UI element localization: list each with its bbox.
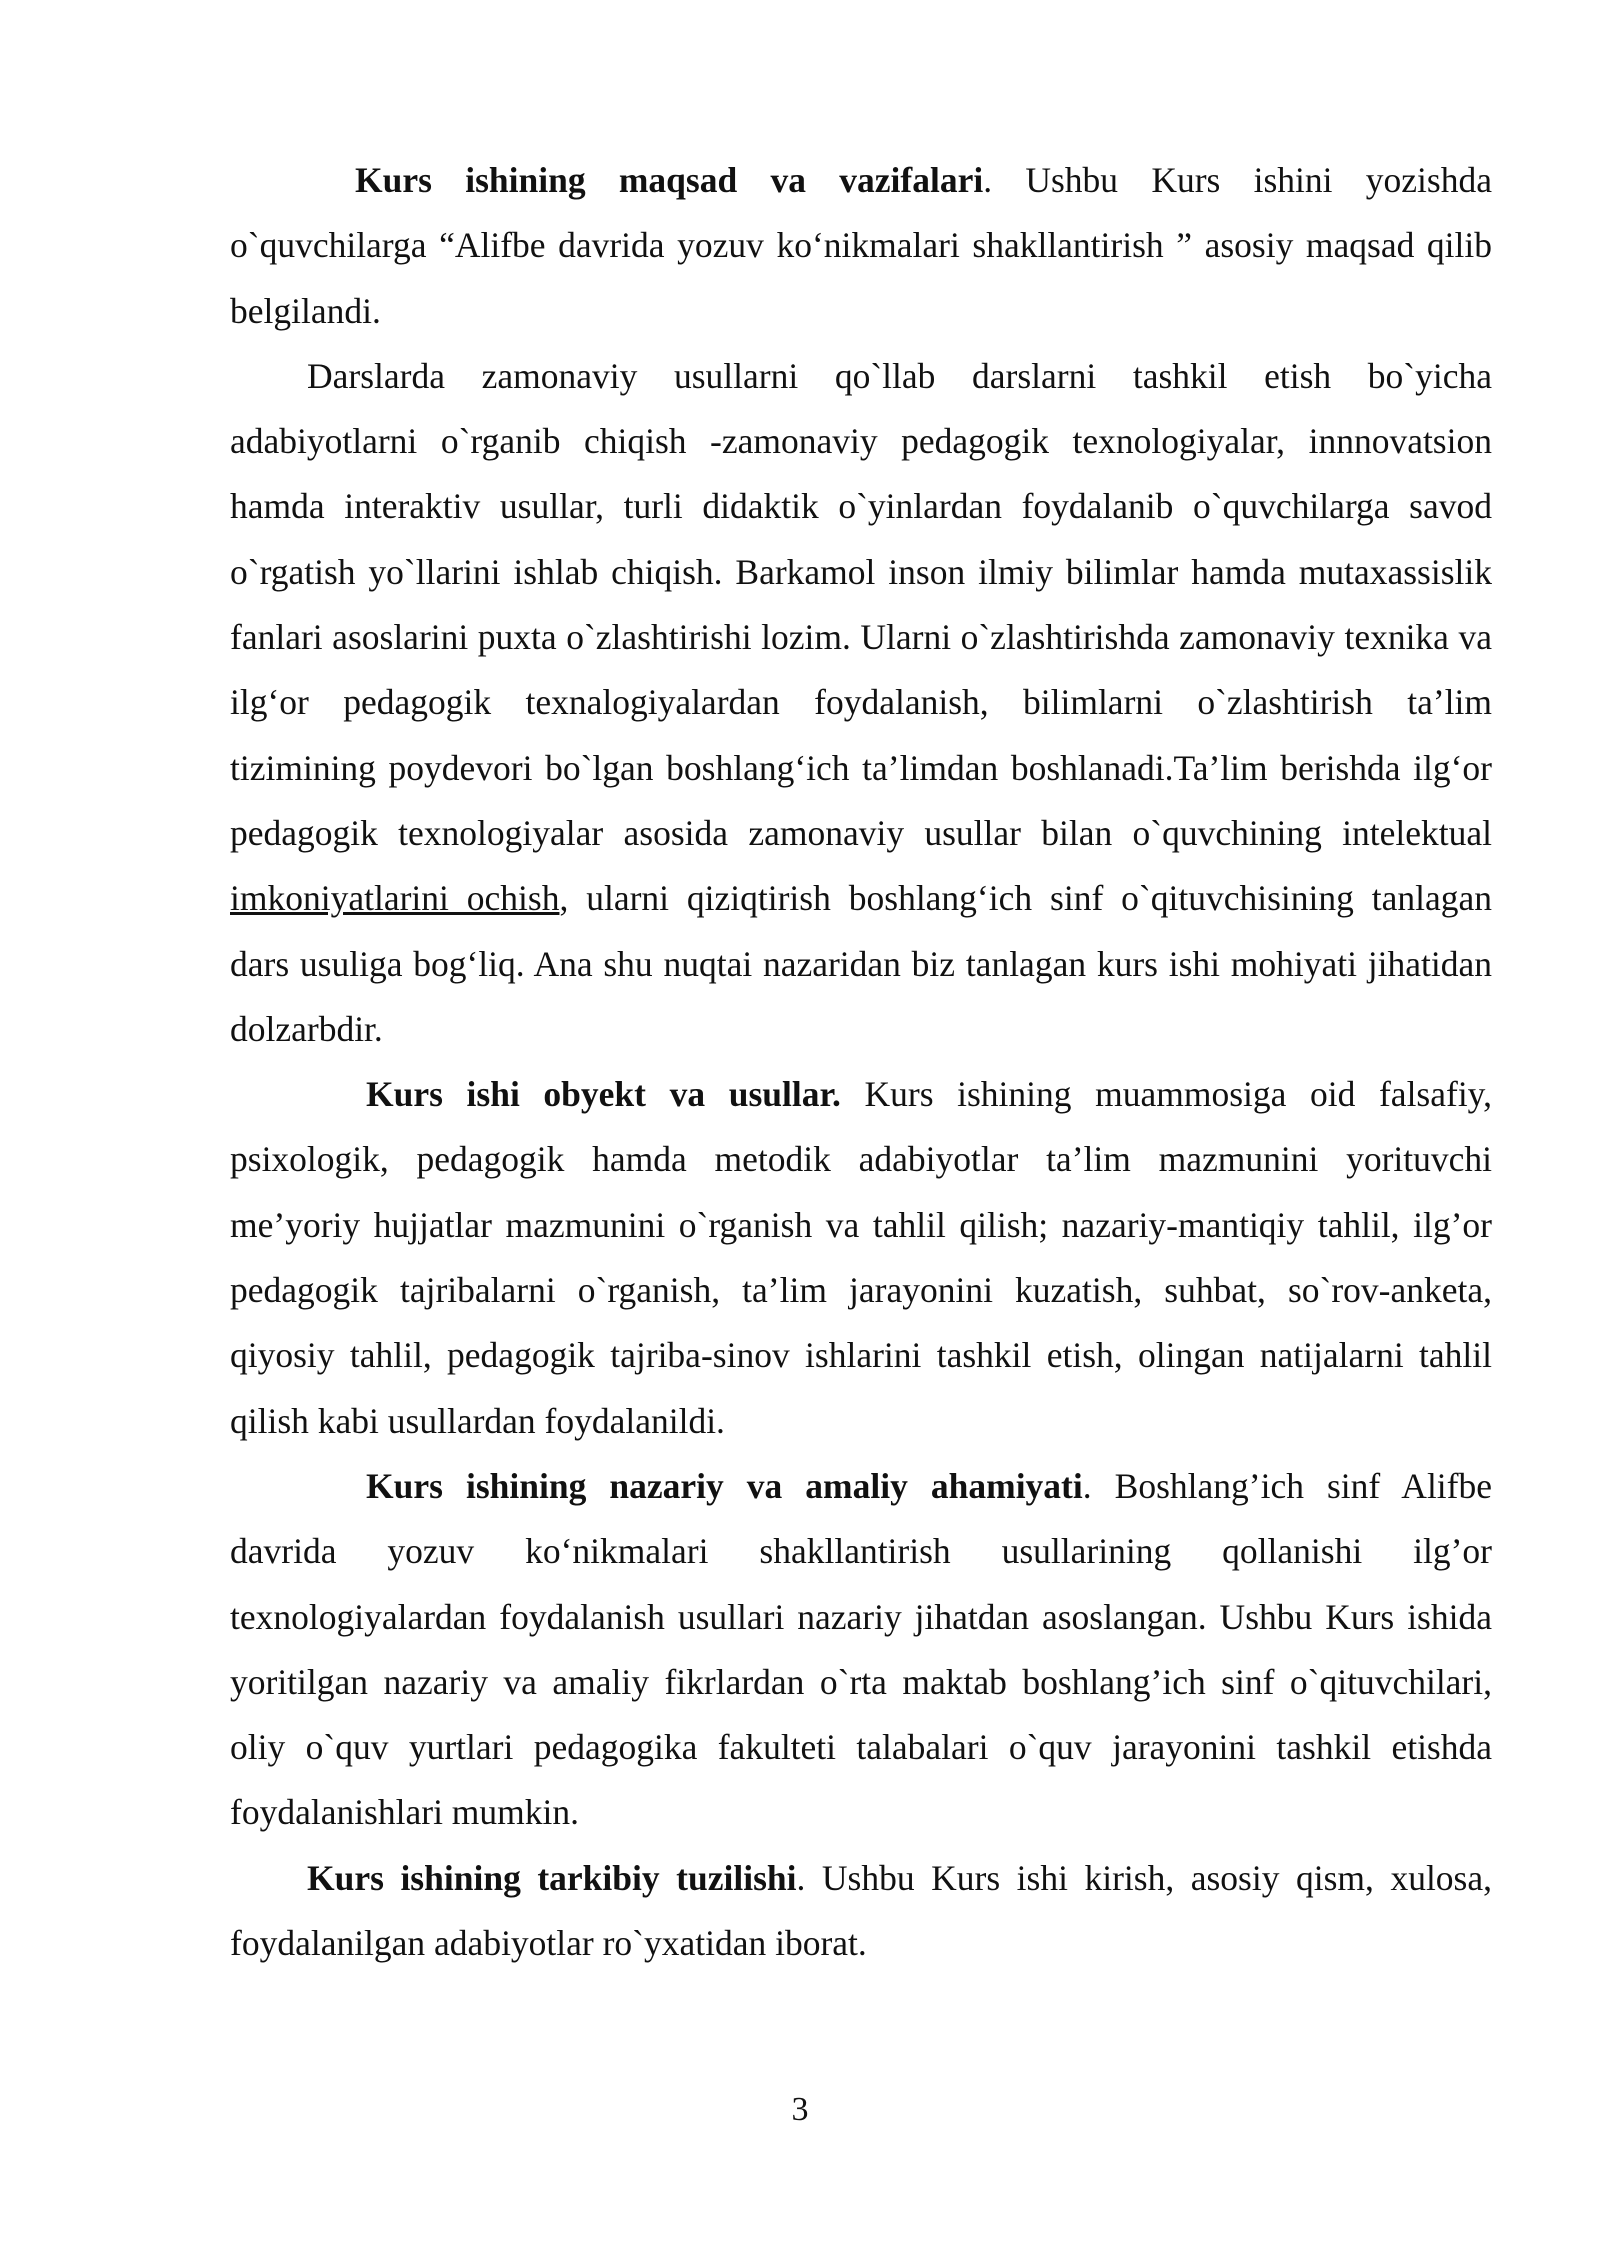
- heading-goals: Kurs ishining maqsad va vazifalari: [355, 160, 984, 200]
- paragraph-goals-text: . Ushbu Kurs ishini yozishda o`quvchilarga “Alifbe davrida yozuv ko‘nikmalari shakllantirish ” asosiy maqsad qilib belgilandi.: [230, 160, 1492, 331]
- heading-object-methods: Kurs ishi obyekt va usullar.: [366, 1074, 841, 1115]
- heading-structure: Kurs ishining tarkibiy tuzilishi: [307, 1857, 797, 1898]
- paragraph-methods-overview-tail: , ularni qiziqtirish boshlang‘ich sinf o`qituvchisining tanlagan dars usuliga bog‘liq. Ana shu nuqtai nazaridan biz tanlagan kurs ishi mohiyati jihatidan dolzarbdir.: [230, 878, 1492, 1049]
- heading-significance: Kurs ishining nazariy va amaliy ahamiyati: [366, 1465, 1083, 1506]
- document-page: [230, 148, 1492, 1976]
- underlined-phrase: imkoniyatlarini ochish: [230, 878, 560, 919]
- paragraph-goals: [230, 148, 1492, 344]
- paragraph-significance-text: . Boshlang’ich sinf Alifbe davrida yozuv ko‘nikmalari shakllantirish usullarining qollanishi ilg’or texnologiyalardan foydalanish usullari nazariy jihatdan asoslangan. Ushbu Kurs ishida yoritilgan nazariy va amaliy fikrlardan o`rta maktab boshlang’ich sinf o`qituvchilari, oliy o`quv yurtlari pedagogika fakulteti talabalari o`quv jarayonini tashkil etishda foydalanishlari mumkin.: [230, 1465, 1492, 1833]
- paragraph-structure-text: . Ushbu Kurs ishi kirish, asosiy qism, xulosa, foydalanilgan adabiyotlar ro`yxatidan iborat.: [230, 1857, 1492, 1964]
- paragraph-object-methods-text: Kurs ishining muammosiga oid falsafiy, psixologik, pedagogik hamda metodik adabiyotlar ta’lim mazmunini yorituvchi me’yoriy hujjatlar mazmunini o`rganish va tahlil qilish; nazariy-mantiqiy tahlil, ilg’or pedagogik tajribalarni o`rganish, ta’lim jarayonini kuzatish, suhbat, so`rov-anketa, qiyosiy tahlil, pedagogik tajriba-sinov ishlarini tashkil etish, olingan natijalarni tahlil qilish kabi usullardan foydalanildi.: [230, 1074, 1493, 1441]
- page-number: 3: [791, 2091, 809, 2128]
- paragraph-methods-overview: [230, 344, 1492, 1062]
- paragraph-methods-overview-text: Darslarda zamonaviy usullarni qo`llab darslarni tashkil etish bo`yicha adabiyotlarni o`rganib chiqish -zamonaviy pedagogik texnologiyalar, innnovatsion hamda interaktiv usullar, turli didaktik o`yinlardan foydalanib o`quvchilarga savod o`rgatish yo`llarini ishlab chiqish. Barkamol inson ilmiy bilimlar hamda mutaxassislik fanlari asoslarini puxta o`zlashtirishi lozim. Ularni o`zlashtirishda zamonaviy texnika va ilg‘or pedagogik texnalogiyalardan foydalanish, bilimlarni o`zlashtirish ta’lim tizimining poydevori bo`lgan boshlang‘ich ta’limdan boshlanadi.Ta’lim berishda ilg‘or pedagogik texnologiyalar asosida zamonaviy usullar bilan o`quvchining intelektual: [230, 355, 1492, 853]
- paragraph-structure: [230, 1846, 1492, 1977]
- paragraph-object-methods: [230, 1062, 1492, 1454]
- paragraph-significance: [230, 1454, 1492, 1846]
